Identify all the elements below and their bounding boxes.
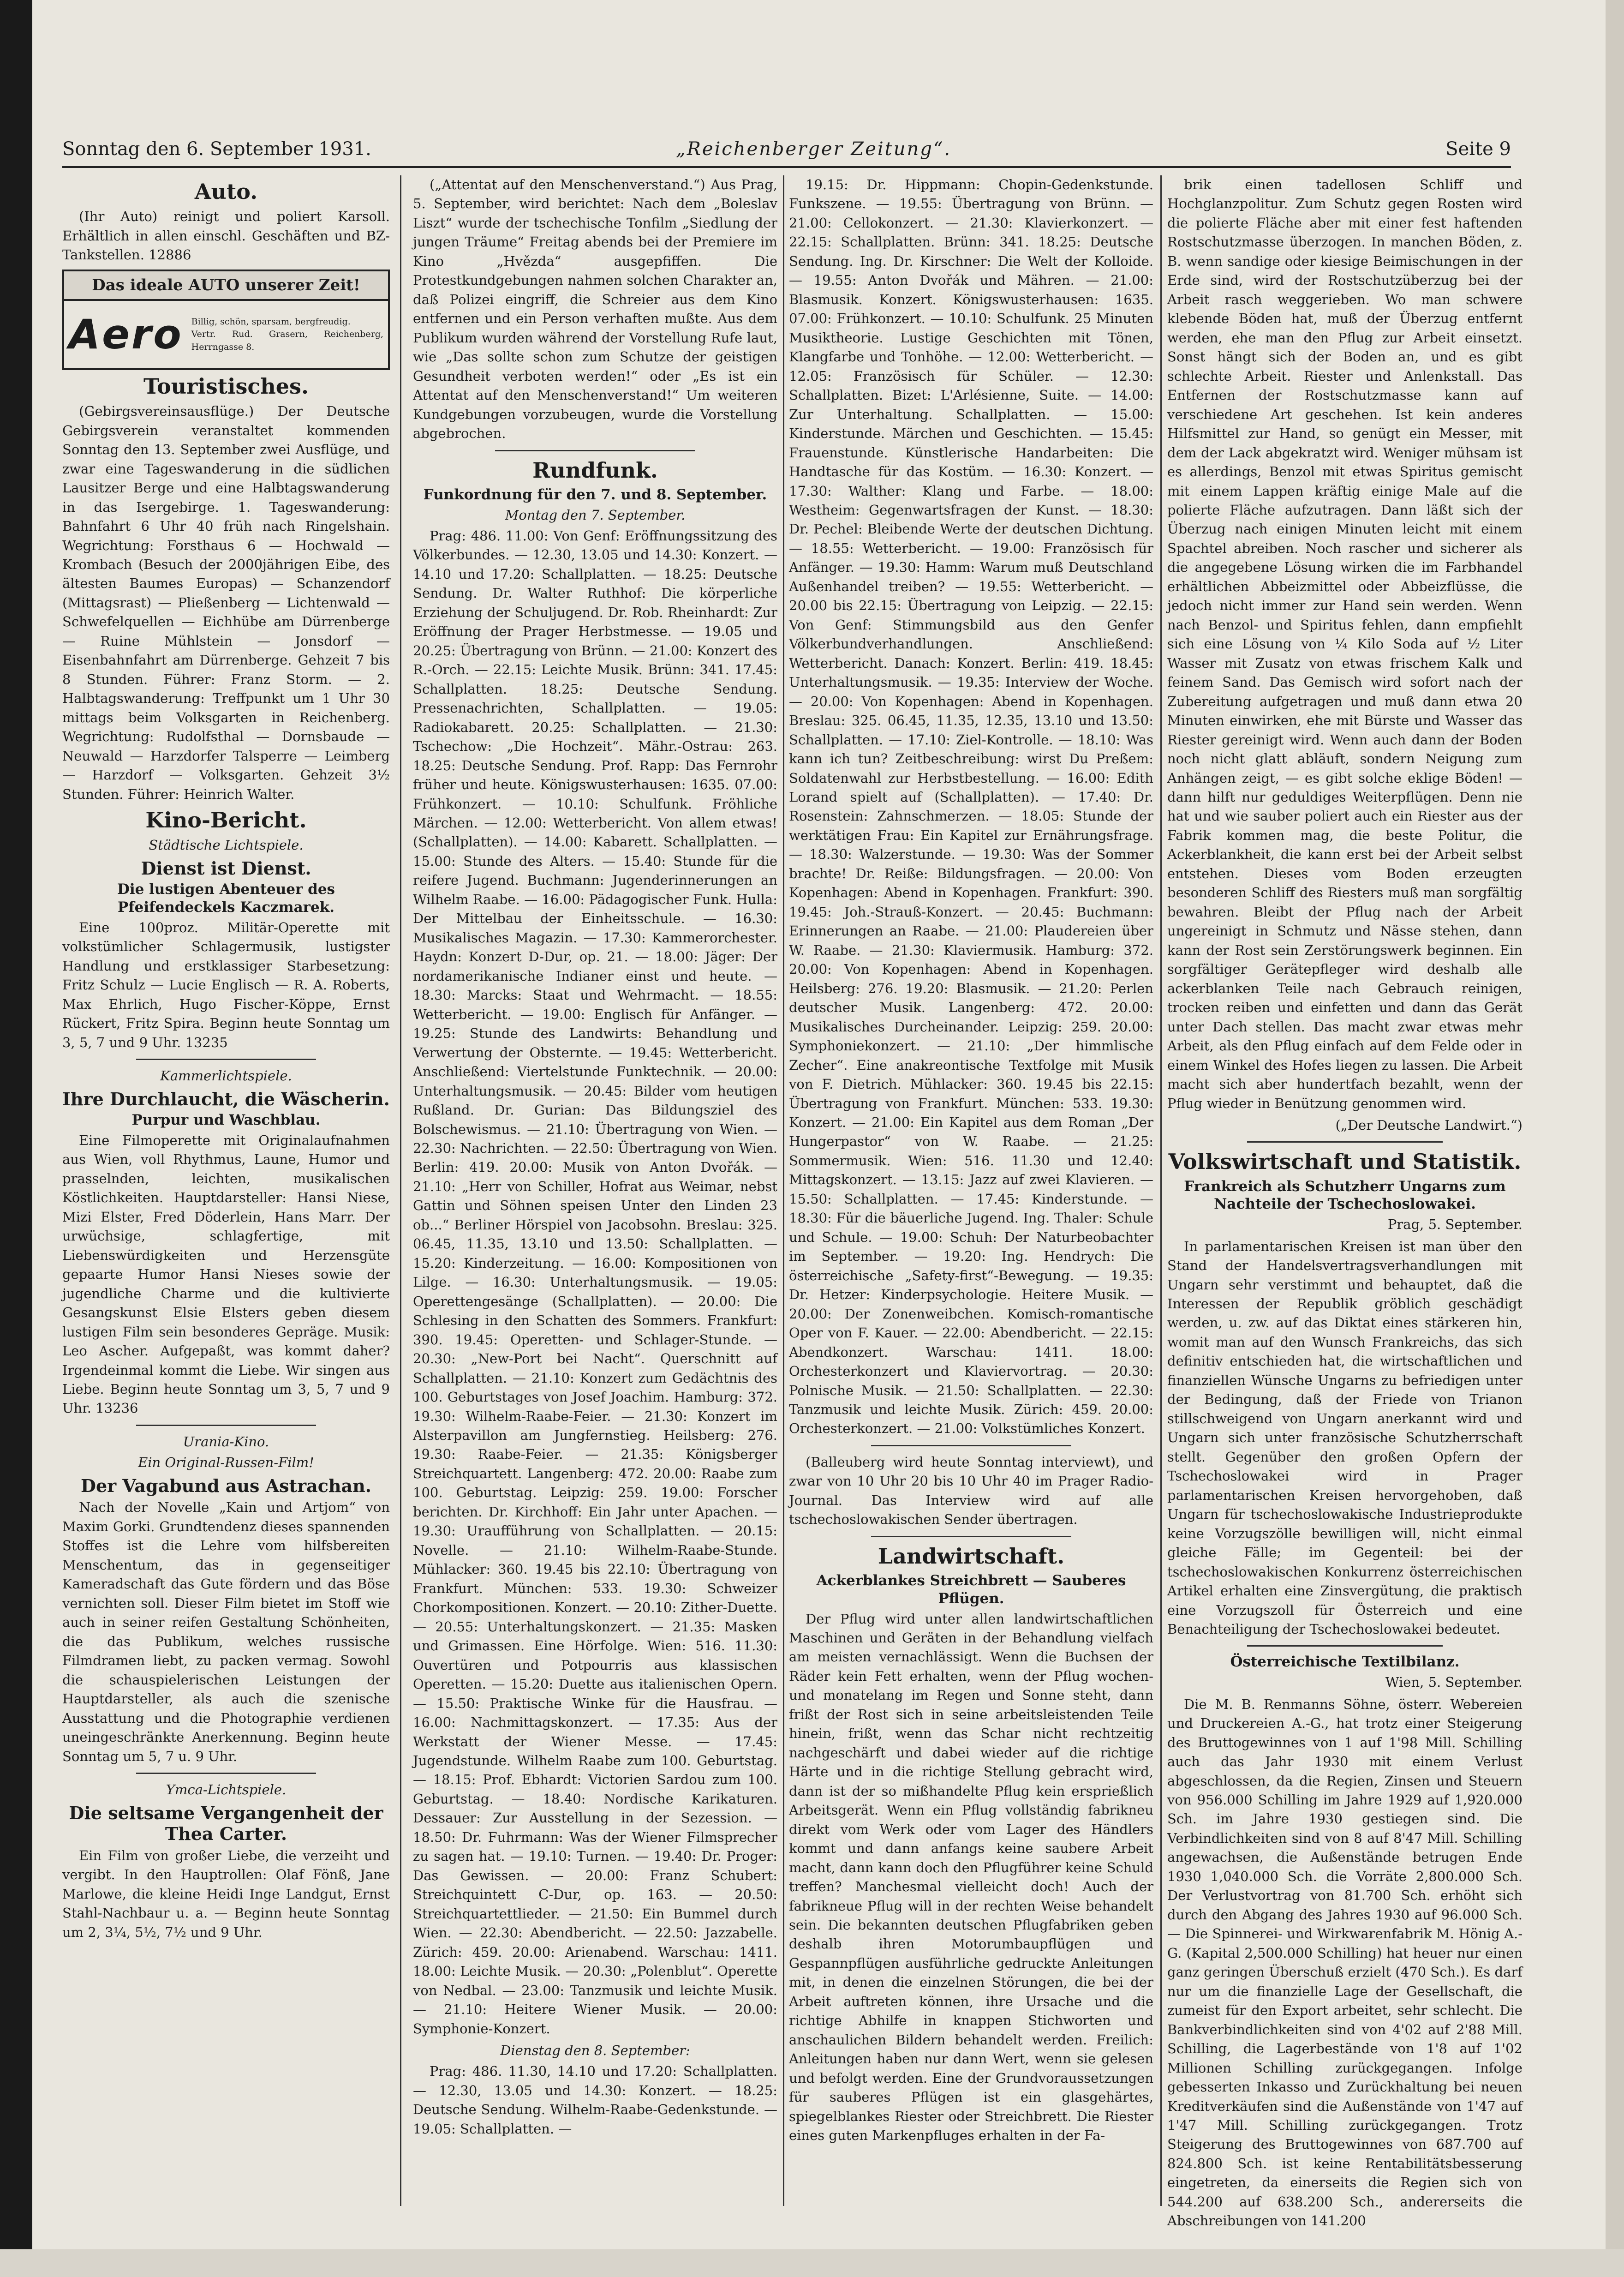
divider: [136, 1773, 316, 1774]
column-3: [789, 175, 1153, 2206]
section-title-touristik: Touristisches.: [143, 374, 309, 399]
section-title-auto: Auto.: [194, 179, 258, 204]
ad-slogan: Billig, schön, sparsam, bergfreudig.: [191, 316, 351, 327]
film-subtitle: Purpur und Waschblau.: [131, 1112, 321, 1129]
film-title: Die seltsame Vergangenheit der Thea Carter.: [69, 1802, 383, 1845]
column-4: [1167, 175, 1522, 2229]
film-tagline: Ein Original-Russen-Film!: [138, 1455, 314, 1471]
page-header: [62, 138, 1511, 168]
column-rule: [1160, 175, 1162, 2206]
film-title: Der Vagabund aus Astrachan.: [80, 1475, 371, 1496]
ad-details: [191, 316, 383, 354]
news-article: („Attentat auf den Menschenverstand.“) Aus Prag, 5. September, wird berichtet: Nach dem „Boleslav Liszt“ wurde der tschechische Tonfilm „Siedlung der jungen Träume“ Freitag abends bei der Premiere im Kino „Hvězda“ ausgepfiffen. Die Protestkundgebungen nahmen solchen Charakter an, daß Polizei eingriff, die Schreier aus dem Kino entfernen und ein Person verhaften mußte. Aus dem Publikum wurden während der Vorstellung Rufe laut, wie „Das sollte schon zum Schutze der geistigen Gesundheit verboten werden!“ oder „Es ist ein Attentat auf den Menschenverstand!“ Um weiteren Kundgebungen vorzubeugen, wurde die Vorstellung abgebrochen.: [413, 177, 777, 442]
aero-logo: Aero: [69, 311, 183, 359]
dateline: Wien, 5. September.: [1385, 1674, 1522, 1690]
divider: [1247, 1645, 1443, 1647]
divider: [871, 1536, 1072, 1537]
article-headline: Österreichische Textilbilanz.: [1230, 1654, 1460, 1671]
scan-left-edge: [0, 0, 32, 2277]
section-title-volkswirtschaft: Volkswirtschaft und Statistik.: [1168, 1149, 1522, 1174]
column-rule: [783, 175, 784, 2206]
textile-article: Die M. B. Renmanns Söhne, österr. Webereien und Druckereien A.-G., hat trotz einer Steigerung des Bruttogewinnes von 1 auf 1'98 Mill. Schilling auch das Jahr 1930 mit einem Verlust abgeschlossen, da die Regien, Zinsen und Steuern von 956.000 Schilling im Jahre 1929 auf 1,920.000 Sch. im Jahre 1930 gestiegen sind. Die Verbindlichkeiten sind von 8 auf 8'47 Mill. Schilling angewachsen, die Außenstände betrugen Ende 1930 1,040.000 Sch. die Vorräte 2,800.000 Sch. Der Verlustvortrag von 81.700 Sch. erhöht sich durch den Abgang des Jahres 1930 auf 96.000 Sch. — Die Spinnerei- und Wirkwarenfabrik M. Hönig A.-G. (Kapital 2,500.000 Schilling) hat heuer nur einen ganz geringen Überschuß erzielt (470 Sch.). Es darf nur um die finanzielle Lage der Gesellschaft, die zumeist für den Export arbeitet, sehr schlecht. Die Bankverbindlichkeiten sind von 4'02 auf 2'88 Mill. Schilling, die Lagerbestände von 1'8 auf 1'02 Millionen Schilling zurückgegangen. Infolge gebesserten Inkasso und Zurückhaltung bei neuen Kreditverkäufen sind die Außenstände von 1'47 auf 1'47 Mill. Schilling zurückgegangen. Trotz Steigerung des Bruttogewinnes von 687.700 auf 824.800 Sch. ist keine Rentabilitätsbesserung eingetreten, da einerseits die Regien sich von 544.200 auf 638.200 Sch., andererseits die Abschreibungen von 141.200: [1167, 1696, 1522, 2229]
column-1: [62, 175, 390, 2206]
article-headline: Frankreich als Schutzherr Ungarns zum Nachteile der Tschechoslowakei.: [1184, 1178, 1506, 1213]
divider: [871, 1445, 1072, 1446]
radio-program-listing: Prag: 486. 11.30, 14.10 und 17.20: Schallplatten. — 12.30, 13.05 und 14.30: Konzert. — 18.25: Deutsche Sendung. Wilhelm-Raabe-Gedenkstunde. — 19.05: Schallplatten. —: [413, 2063, 777, 2137]
divider: [1247, 1141, 1443, 1143]
radio-program-listing: Prag: 486. 11.00: Von Genf: Eröffnungssitzung des Völkerbundes. — 12.30, 13.05 und 14.30: Konzert. — 14.10 und 17.20: Schallplatten. — 18.25: Deutsche Sendung. Dr. Walter Ruthhof: Die körperliche Erziehung der Schuljugend. Dr. Rob. Rheinhardt: Zur Eröffnung der Prager Herbstmesse. — 19.05 und 20.25: Übertragung von Brünn. — 21.00: Konzert des R.-Orch. — 22.15: Leichte Musik. Brünn: 341. 17.45: Schallplatten. 18.25: Deutsche Sendung. Pressenachrichten, Schallplatten. — 19.05: Radiokabarett. 20.25: Schallplatten. — 21.30: Tschechow: „Die Hochzeit“. Mähr.-Ostrau: 263. 18.25: Deutsche Sendung. Prof. Rapp: Das Fernrohr früher und heute. Königswusterhausen: 1635. 07.00: Frühkonzert. — 10.10: Schulfunk. Fröhliche Märchen. — 12.00: Wetterbericht. Von allem etwas! (Schallplatten). — 14.00: Kabarett. Schallplatten. — 15.00: Stunde des Alters. — 15.40: Stunde für die reifere Jugend. Buchmann: Jugenderinnerungen an Wilhelm Raabe. — 16.00: Pädagogischer Funk. Hulla: Der Mittelbau der Einheitsschule. — 16.30: Musikalisches Magazin. — 17.30: Kammerorchester. Haydn: Konzert D-Dur, op. 21. — 18.00: Jäger: Der nordamerikanische Indianer einst und heute. — 18.30: Marcks: Staat und Wehrmacht. — 18.55: Wetterbericht. — 19.00: Englisch für Anfänger. — 19.25: Stunde des Landwirts: Behandlung und Verwertung der Obsternte. — 19.45: Wetterbericht. Anschließend: Viertelstunde Funktechnik. — 20.00: Unterhaltungsmusik. — 20.45: Bilder vom heutigen Rußland. Dr. Gurian: Das Bildungsziel des Bolschewismus. — 21.10: Übertragung von Wien. — 22.30: Nachrichten. — 22.50: Übertragung von Wien. Berlin: 419. 20.00: Musik von Anton Dvořák. — 21.10: „Herr von Schiller, Hofrat aus Weimar, nebst Gattin und Söhnen speisen Unter den Linden 23 ob...“ Berliner Hörspiel von Jacobsohn. Breslau: 325. 06.45, 11.35, 13.10 und 13.50: Schallplatten. — 15.20: Kinderzeitung. — 16.00: Kompositionen von Lilge. — 16.30: Unterhaltungsmusik. — 19.05: Operettengesänge (Schallplatten). — 20.00: Die Schlesing in den Schatten des Sommers. Frankfurt: 390. 19.45: Operetten- und Schlager-Stunde. — 20.30: „New-Port bei Nacht“. Querschnitt auf Schallplatten. — 21.10: Konzert zum Gedächtnis des 100. Geburtstages von Josef Joachim. Hamburg: 372. 19.30: Wilhelm-Raabe-Feier. — 21.30: Konzert im Alsterpavillon am Jungfernstieg. Heilsberg: 276. 19.30: Raabe-Feier. — 21.35: Königsberger Streichquartett. Langenberg: 472. 20.00: Raabe zum 100. Geburtstag. Leipzig: 259. 19.00: Forscher berichten. Dr. Kirchhoff: Ein Jahr unter Apachen. — 19.30: Uraufführung von Schallplatten. — 20.15: Novelle. — 21.10: Wilhelm-Raabe-Stunde. Mühlacker: 360. 19.45 bis 22.10: Übertragung von Frankfurt. München: 533. 19.30: Schweizer Chorkompositionen. Konzert. — 20.10: Zither-Duette. — 20.55: Unterhaltungskonzert. — 21.35: Masken und Grimassen. Eine Hörfolge. Wien: 516. 11.30: Ouvertüren und Potpourris aus klassischen Operetten. — 15.20: Duette aus italienischen Opern. — 15.50: Praktische Winke für die Hausfrau. — 16.00: Nachmittagskonzert. — 17.35: Aus der Werkstatt der Wiener Messe. — 17.45: Jugendstunde. Wilhelm Raabe zum 100. Geburtstag. — 18.15: Prof. Ebhardt: Victorien Sardou zum 100. Geburtstag. — 18.40: Nordische Karikaturen. Dessauer: Zur Ausstellung in der Sezession. — 18.50: Dr. Fuhrmann: Was der Wiener Filmsprecher zu sagen hat. — 19.10: Turnen. — 19.40: Dr. Proger: Das Gewissen. — 20.00: Franz Schubert: Streichquintett C-Dur, op. 163. — 20.50: Streichquartettlieder. — 21.50: Ein Bummel durch Wien. — 22.30: Abendbericht. — 22.50: Jazzabelle. Zürich: 459. 20.00: Arienabend. Warschau: 1411. 18.00: Leichte Musik. — 20.30: „Polenblut“. Operette von Nedbal. — 23.00: Tanzmusik und leichte Musik. — 21.10: Heitere Wiener Musik. — 20.00: Symphonie-Konzert.: [413, 527, 777, 2037]
column-2: [413, 175, 777, 2206]
column-rule: [400, 175, 401, 2206]
tour-article: (Gebirgsvereinsausflüge.) Der Deutsche Gebirgsverein veranstaltet kommenden Sonntag den 13. September zwei Ausflüge, und zwar eine Tageswanderung in die südlichen Lausitzer Berge und eine Halbtagswanderung in das Isergebirge. 1. Tageswanderung: Bahnfahrt 6 Uhr 40 früh nach Ringelshain. Wegrichtung: Forsthaus 6 — Hochwald — Krombach (Besuch der 2000jährigen Eibe, des ältesten Baumes Europas) — Schanzendorf (Mittagsrast) — Pließenberg — Lichtenwald — Schwefelquellen — Eichhübe am Dürrenberge — Ruine Mühlstein — Jonsdorf — Eisenbahnfahrt am Dürrenberge. Gehzeit 7 bis 8 Stunden. Führer: Franz Storm. — 2. Halbtagswanderung: Treffpunkt um 1 Uhr 30 mittags beim Volksgarten in Reichenberg. Wegrichtung: Rudolfsthal — Dornsbaude — Neuwald — Harzdorfer Talsperre — Leimberg — Harzdorf — Volksgarten. Gehzeit 3½ Stunden. Führer: Heinrich Walter.: [62, 403, 390, 802]
aero-advertisement: [62, 301, 390, 370]
radio-schedule-subtitle: Funkordnung für den 7. und 8. September.: [423, 486, 767, 503]
cinema-name: Urania-Kino.: [183, 1433, 269, 1450]
header-newspaper-name: „Reichenberger Zeitung“.: [676, 138, 952, 160]
cinema-name: Ymca-Lichtspiele.: [166, 1782, 287, 1798]
auto-notice: (Ihr Auto) reinigt und poliert Karsoll. Erhältlich in allen einschl. Geschäften und BZ-Tankstellen. 12886: [62, 209, 390, 263]
agriculture-article: Der Pflug wird unter allen landwirtschaftlichen Maschinen und Geräten in der Behandlung vielfach am meisten vernachlässigt. Wenn die Buchsen der Räder kein Fett erhalten, wenn der Pflug wochen- und monatelang im Regen und Sonne steht, dann frißt der Rost sich in seine arbeitsleistenden Teile hinein, frißt, wenn das Schar nicht rechtzeitig nachgeschärft und dabei wieder auf die richtige Härte und in die richtige Stellung gebracht wird, dann ist der so mißhandelte Pflug kein ersprießlich Arbeitsgerät. Wenn ein Pflug vollständig fabrikneu direkt vom Werk oder vom Lager des Händlers kommt und dann anfangs keine saubere Arbeit macht, dann kann doch den Pflugführer keine Schuld treffen? Manchesmal vielleicht doch! Auch der fabrikneue Pflug will in der rechten Weise behandelt sein. Die bekannten deutschen Pflugfabriken geben deshalb ihren Motorumbaupflügen und Gespannpflügen ausführliche gedruckte Anleitungen mit, in denen die einzelnen Störungen, die bei der Arbeit auftreten können, ihre Ursache und die richtige Abhilfe in knappen Stichworten und anschaulichen Bildern behandelt werden. Freilich: Anleitungen haben nur dann Wert, wenn sie gelesen und befolgt werden. Eine der Grundvoraussetzungen für sauberes Pflügen ist ein glasgehärtes, spiegelblankes Riester oder Streichbrett. Die Riester eines guten Markenpfluges erhalten in der Fa-: [789, 1611, 1153, 2144]
film-description: Eine 100proz. Militär-Operette mit volkstümlicher Schlagermusik, lustigster Handlung und erstklassiger Starbesetzung: Fritz Schulz — Lucie Englisch — R. A. Roberts, Max Ehrlich, Hugo Fischer-Köppe, Ernst Rückert, Fritz Spira. Beginn heute Sonntag um 3, 5, 7 und 9 Uhr. 13235: [62, 919, 390, 1050]
section-title-landwirtschaft: Landwirtschaft.: [878, 1543, 1065, 1569]
cinema-name: Kammerlichtspiele.: [160, 1068, 292, 1084]
day-heading: Montag den 7. September.: [505, 507, 686, 523]
divider: [136, 1059, 316, 1060]
scan-bottom-edge: [0, 2249, 1624, 2277]
film-title: Dienst ist Dienst.: [141, 857, 311, 879]
ad-headline: Das ideale AUTO unserer Zeit!: [62, 270, 390, 301]
section-title-rundfunk: Rundfunk.: [532, 457, 658, 483]
article-headline: Ackerblankes Streichbrett — Sauberes Pflügen.: [816, 1572, 1126, 1607]
radio-program-listing: 19.15: Dr. Hippmann: Chopin-Gedenkstunde. Funkszene. — 19.55: Übertragung von Brünn. — 21.00: Cellokonzert. — 21.30: Klavierkonzert. — 22.15: Schallplatten. Brünn: 341. 18.25: Deutsche Sendung. Ing. Dr. Kirschner: Die Welt der Kolloide. — 19.55: Anton Dvořák und Mähren. — 21.00: Blasmusik. Konzert. Königswusterhausen: 1635. 07.00: Frühkonzert. — 10.10: Schulfunk. 25 Minuten Musiktheorie. Lustige Geschichten mit Tönen, Klangfarbe und Tonhöhe. — 12.00: Wetterbericht. — 12.05: Französisch für Schüler. — 12.30: Schallplatten. Bizet: L'Arlésienne, Suite. — 14.00: Zur Unterhaltung. Schallplatten. — 15.00: Kinderstunde. Märchen und Geschichten. — 15.45: Frauenstunde. Künstlerische Handarbeiten: Die Handtasche für das Kostüm. — 16.30: Konzert. — 17.30: Walther: Klang und Farbe. — 18.00: Westheim: Gegenwartsfragen der Kunst. — 18.30: Dr. Pechel: Bleibende Werte der deutschen Dichtung. — 18.55: Wetterbericht. — 19.00: Französisch für Anfänger. — 19.30: Hamm: Warum muß Deutschland Außenhandel treiben? — 19.55: Wetterbericht. — 20.00 bis 22.15: Übertragung von Leipzig. — 22.15: Von Genf: Stimmungsbild aus den Genfer Völkerbundverhandlungen. Anschließend: Wetterbericht. Danach: Konzert. Berlin: 419. 18.45: Unterhaltungsmusik. — 19.35: Interview der Woche. — 20.00: Von Kopenhagen: Abend in Kopenhagen. Breslau: 325. 06.45, 11.35, 12.35, 13.10 und 13.50: Schallplatten. — 17.10: Ziel-Kontrolle. — 18.10: Was kann ich tun? Zeitbeschreibung: wirst Du Preßem: Soldatenwahl zur Herbstbestellung. — 16.00: Edith Lorand spielt auf (Schallplatten). — 17.40: Dr. Rosenstein: Zahnschmerzen. — 18.05: Stunde der werktätigen Frau: Ein Kapitel zur Ernährungsfrage. — 18.30: Walzerstunde. — 19.30: Was der Sommer brachte! Dr. Reiße: Bildungsfragen. — 20.00: Von Kopenhagen: Abend in Kopenhagen. Frankfurt: 390. 19.45: Joh.-Strauß-Konzert. — 20.45: Buchmann: Erinnerungen an Raabe. — 21.00: Plaudereien über W. Raabe. — 21.30: Klaviermusik. Hamburg: 372. 20.00: Von Kopenhagen: Abend in Kopenhagen. Heilsberg: 276. 19.20: Blasmusik. — 21.20: Perlen deutscher Musik. Langenberg: 472. 20.00: Musikalisches Durcheinander. Leipzig: 259. 20.00: Symphoniekonzert. — 21.10: „Der himmlische Zecher“. Eine anakreontische Textfolge mit Musik von F. Dietrich. Mühlacker: 360. 19.45 bis 22.15: Übertragung von Frankfurt. München: 533. 19.30: Konzert. — 21.00: Ein Kapitel aus dem Roman „Der Hungerpastor“ von W. Raabe. — 21.25: Sommermusik. Wien: 516. 11.30 und 12.40: Mittagskonzert. — 13.15: Jazz auf zwei Klavieren. — 15.50: Schallplatten. — 17.45: Kinderstunde. — 18.30: Für die bäuerliche Jugend. Ing. Thaler: Schule und Schule. — 19.00: Schuh: Der Naturbeobachter im September. — 19.20: Ing. Hendrych: Die österreichische „Safety-first“-Bewegung. — 19.35: Dr. Hetzer: Kinderpsychologie. Heitere Musik. — 20.00: Der Zonenweibchen. Komisch-romantische Oper von F. Kauer. — 22.00: Abendbericht. — 22.15: Abendkonzert. Warschau: 1411. 18.00: Orchesterkonzert und Klaviervortrag. — 20.30: Polnische Musik. — 21.50: Schallplatten. — 22.30: Tanzmusik und leichte Musik. Zürich: 459. 20.00: Orchesterkonzert. — 21.00: Volkstümliches Konzert.: [789, 177, 1153, 1437]
film-subtitle: Die lustigen Abenteuer des Pfeifendeckels Kaczmarek.: [117, 881, 335, 916]
day-heading: Dienstag den 8. September:: [500, 2043, 690, 2058]
ad-dealer: Vertr. Rud. Grasern, Reichenberg, Herrngasse 8.: [191, 329, 383, 352]
film-description: Nach der Novelle „Kain und Artjom“ von Maxim Gorki. Grundtendenz dieses spannenden Stoffes ist die Lehre vom hilfsbereiten Menschentum, das in gegenseitiger Kameradschaft das Gute fördern und das Böse vernichten soll. Dieser Film bietet im Stoff wie auch in seiner reifen Gestaltung Schönheiten, die das Publikum, welches russische Filmdramen liebt, zu packen vermag. Sowohl die schauspielerischen Leistungen der Hauptdarsteller, als auch die szenische Ausstattung und die Photographie verdienen uneingeschränkte Anerkennung. Beginn heute Sonntag um 5, 7 u. 9 Uhr.: [62, 1499, 390, 1764]
divider: [495, 450, 696, 451]
header-page-number: Seite 9: [1445, 138, 1511, 160]
article-source: („Der Deutsche Landwirt.“): [1335, 1117, 1522, 1133]
divider: [136, 1425, 316, 1426]
film-title: Ihre Durchlaucht, die Wäscherin.: [62, 1088, 390, 1109]
scan-right-edge: [1606, 0, 1624, 2277]
section-title-kino: Kino-Bericht.: [145, 808, 307, 833]
agriculture-article-continued: brik einen tadellosen Schliff und Hochglanzpolitur. Zum Schutz gegen Rosten wird die polierte Fläche aber mit einer fest haftenden Rostschutzmasse überzogen. In manchen Böden, z. B. wenn sandige oder kiesige Beimischungen in der Erde sind, wird der Rostschutzüberzug bei der Arbeit rasch weggerieben. Wo man schwere klebende Böden hat, muß der Überzug entfernt werden, ehe man den Pflug zur Arbeit einsetzt. Sonst hängt sich der Boden an, und es gibt schlechte Arbeit. Riester und Anlenkstall. Das Entfernen der Rostschutzmasse kann auf verschiedene Art geschehen. Ist kein anderes Hilfsmittel zur Hand, so genügt ein Messer, mit dem der Lack abgekratzt wird. Weniger mühsam ist es allerdings, Benzol mit etwas Spiritus gemischt mit einem Lappen kräftig einige Male auf die polierte Fläche aufzutragen. Dann läßt sich der Überzug nach einigen Minuten leicht mit einem Spachtel abreiben. Noch rascher und sicherer als die angegebene Lösung wirken die im Farbhandel erhältlichen Abbeizmittel oder Abbeizflüsse, die jedoch nicht immer zur Hand sein werden. Wenn nach Benzol- und Spiritus fehlen, dann empfiehlt sich eine Lösung von ¼ Kilo Soda auf ½ Liter Wasser mit Zusatz von etwas frischem Kalk und feinem Sand. Das Gemisch wird sofort nach der Zubereitung aufgetragen und muß dann etwa 20 Minuten einwirken, ehe mit Bürste und Wasser das Riester gereinigt wird. Wenn auch dann der Boden noch nicht glatt abläuft, sondern Neigung zum Anhängen zeigt, — es gibt solche eklige Böden! — dann hilft nur geduldiges Weiterpflügen. Denn nie hat und wie sauber poliert auch ein Riester aus der Fabrik kommen mag, die beste Politur, die Ackerblankheit, die kann erst bei der Arbeit selbst entstehen. Dieses vom Boden erzeugten besonderen Schliff des Riesters muß man sorgfältig bewahren. Bleibt der Pflug nach der Arbeit ungereinigt in Schmutz und Nässe stehen, dann kann der Rost sein Zerstörungswerk beginnen. Ein sorgfältiger Gerätepfleger wird deshalb alle ackerblanken Teile nach Gebrauch reinigen, trocken reiben und einfetten und dann das Gerät unter Dach stellen. Das macht zwar etwas mehr Arbeit, als den Pflug einfach auf dem Felde oder in einem Winkel des Hofes liegen zu lassen. Die Arbeit macht sich aber hundertfach bezahlt, wenn der Pflug wieder in Benützung genommen wird.: [1167, 177, 1522, 1111]
film-description: Ein Film von großer Liebe, die verzeiht und vergibt. In den Hauptrollen: Olaf Fönß, Jane Marlowe, die kleine Heidi Inge Landgut, Ernst Stahl-Nachbaur u. a. — Beginn heute Sonntag um 2, 3¼, 5½, 7½ und 9 Uhr.: [62, 1847, 390, 1940]
cinema-name: Städtische Lichtspiele.: [149, 837, 304, 853]
radio-note: (Balleuberg wird heute Sonntag interviewt), und zwar von 10 Uhr 20 bis 10 Uhr 40 im Prager Radio-Journal. Das Interview wird auf alle tschechoslowakischen Sender übertragen.: [789, 1454, 1153, 1528]
header-date: Sonntag den 6. September 1931.: [62, 138, 371, 160]
dateline: Prag, 5. September.: [1387, 1216, 1522, 1233]
economics-article: In parlamentarischen Kreisen ist man über den Stand der Handelsvertragsverhandlungen mit Ungarn sehr verstimmt und behauptet, daß die Interessen der Republik gröblich geschädigt werden, u. zw. auf das Diktat eines stärkeren hin, womit man auf den Wunsch Frankreichs, das sich definitiv entschieden hat, die wirtschaftlichen und finanziellen Wünsche Ungarns zu befriedigen unter der Bedingung, daß der Friede von Trianon stillschweigend von Ungarn anerkannt wird und Ungarn sich unter französische Schutzherrschaft stellt. Gegenüber den großen Opfern der Tschechoslowakei wird in Prager parlamentarischen Kreisen hervorgehoben, daß Ungarn für tschechoslowakische Industrieprodukte keine Vorzugszölle bewilligen will, nicht einmal gleiche Fälle; im Gegenteil: bei der tschechoslowakischen Konkurrenz österreichischen Artikel erhalten eine Zinsvergütung, die praktisch eine Vorzugszoll für Österreich und eine Benachteiligung der Tschechoslowakei bedeutet.: [1167, 1238, 1522, 1637]
film-description: Eine Filmoperette mit Originalaufnahmen aus Wien, voll Rhythmus, Laune, Humor und prasselnden, leichten, musikalischen Köstlichkeiten. Hauptdarsteller: Hansi Niese, Mizi Elster, Fred Döderlein, Hans Marr. Der urwüchsige, schlagfertige, mit Liebenswürdigkeiten und Herzensgüte gepaarte Humor Hansi Nieses sowie der jugendliche Charme und die kultivierte Gesangskunst Elsie Elsters geben diesem lustigen Film sein besonderes Gepräge. Musik: Leo Ascher. Aufgepaßt, was kommt daher? Irgendeinmal kommt die Liebe. Wir singen aus Liebe. Beginn heute Sonntag um 3, 5, 7 und 9 Uhr. 13236: [62, 1132, 390, 1416]
